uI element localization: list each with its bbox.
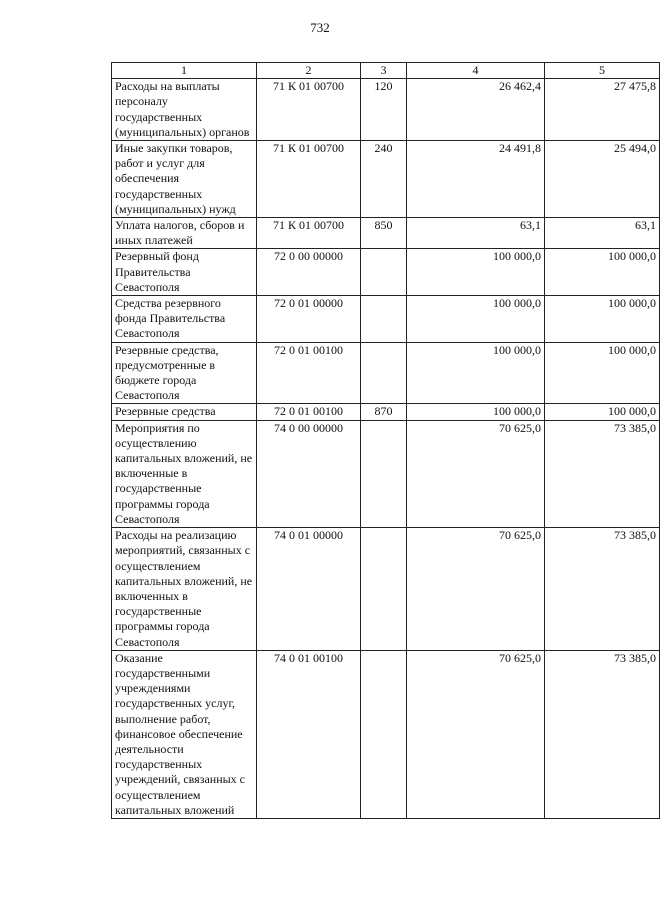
row-value-5: 100 000,0 [545, 342, 660, 404]
row-code: 72 0 01 00100 [257, 404, 361, 420]
row-name: Средства резервного фонда Правительства Севастополя [112, 296, 257, 343]
row-code: 72 0 01 00100 [257, 342, 361, 404]
column-header-1: 1 [112, 63, 257, 79]
column-header-5: 5 [545, 63, 660, 79]
row-value-4: 63,1 [407, 218, 545, 249]
row-name: Резервные средства [112, 404, 257, 420]
table-row [112, 650, 660, 818]
table-row [112, 249, 660, 296]
column-header-2: 2 [257, 63, 361, 79]
row-code: 74 0 00 00000 [257, 420, 361, 527]
row-code: 74 0 01 00000 [257, 528, 361, 651]
row-value-5: 100 000,0 [545, 296, 660, 343]
table-row [112, 141, 660, 218]
row-type: 850 [361, 218, 407, 249]
row-code: 71 К 01 00700 [257, 141, 361, 218]
row-type: 870 [361, 404, 407, 420]
row-value-4: 26 462,4 [407, 79, 545, 141]
row-type: 120 [361, 79, 407, 141]
table-row [112, 296, 660, 343]
row-type [361, 650, 407, 818]
row-value-5: 100 000,0 [545, 404, 660, 420]
table-row [112, 218, 660, 249]
row-name: Резервные средства, предусмотренные в бюджете города Севастополя [112, 342, 257, 404]
row-type: 240 [361, 141, 407, 218]
row-value-4: 24 491,8 [407, 141, 545, 218]
table-row [112, 404, 660, 420]
row-code: 71 К 01 00700 [257, 79, 361, 141]
table-row [112, 420, 660, 527]
row-value-5: 73 385,0 [545, 420, 660, 527]
table-row [112, 79, 660, 141]
row-type [361, 249, 407, 296]
budget-table [111, 62, 660, 819]
row-name: Расходы на выплаты персоналу государственных (муниципальных) органов [112, 79, 257, 141]
row-code: 72 0 01 00000 [257, 296, 361, 343]
table-row [112, 342, 660, 404]
row-name: Уплата налогов, сборов и иных платежей [112, 218, 257, 249]
column-header-4: 4 [407, 63, 545, 79]
row-code: 71 К 01 00700 [257, 218, 361, 249]
row-value-5: 100 000,0 [545, 249, 660, 296]
row-type [361, 342, 407, 404]
row-value-5: 63,1 [545, 218, 660, 249]
row-name: Оказание государственными учреждениями государственных услуг, выполнение работ, финансовое обеспечение деятельности государственных учреждений, связанных с осуществлением капитальных вложений [112, 650, 257, 818]
row-value-4: 100 000,0 [407, 404, 545, 420]
row-value-5: 25 494,0 [545, 141, 660, 218]
row-name: Резервный фонд Правительства Севастополя [112, 249, 257, 296]
row-name: Иные закупки товаров, работ и услуг для обеспечения государственных (муниципальных) нужд [112, 141, 257, 218]
page-number: 732 [310, 20, 330, 35]
row-code: 72 0 00 00000 [257, 249, 361, 296]
row-value-4: 100 000,0 [407, 249, 545, 296]
row-value-4: 70 625,0 [407, 528, 545, 651]
column-header-3: 3 [361, 63, 407, 79]
table-row [112, 528, 660, 651]
table-header-row [112, 63, 660, 79]
row-value-5: 73 385,0 [545, 650, 660, 818]
row-type [361, 528, 407, 651]
row-value-5: 73 385,0 [545, 528, 660, 651]
row-code: 74 0 01 00100 [257, 650, 361, 818]
row-value-5: 27 475,8 [545, 79, 660, 141]
row-name: Мероприятия по осуществлению капитальных вложений, не включенные в государственные программы города Севастополя [112, 420, 257, 527]
row-value-4: 100 000,0 [407, 296, 545, 343]
row-type [361, 420, 407, 527]
row-value-4: 70 625,0 [407, 420, 545, 527]
row-name: Расходы на реализацию мероприятий, связанных с осуществлением капитальных вложений, не включенных в государственные программы города Севастополя [112, 528, 257, 651]
row-value-4: 70 625,0 [407, 650, 545, 818]
row-value-4: 100 000,0 [407, 342, 545, 404]
row-type [361, 296, 407, 343]
